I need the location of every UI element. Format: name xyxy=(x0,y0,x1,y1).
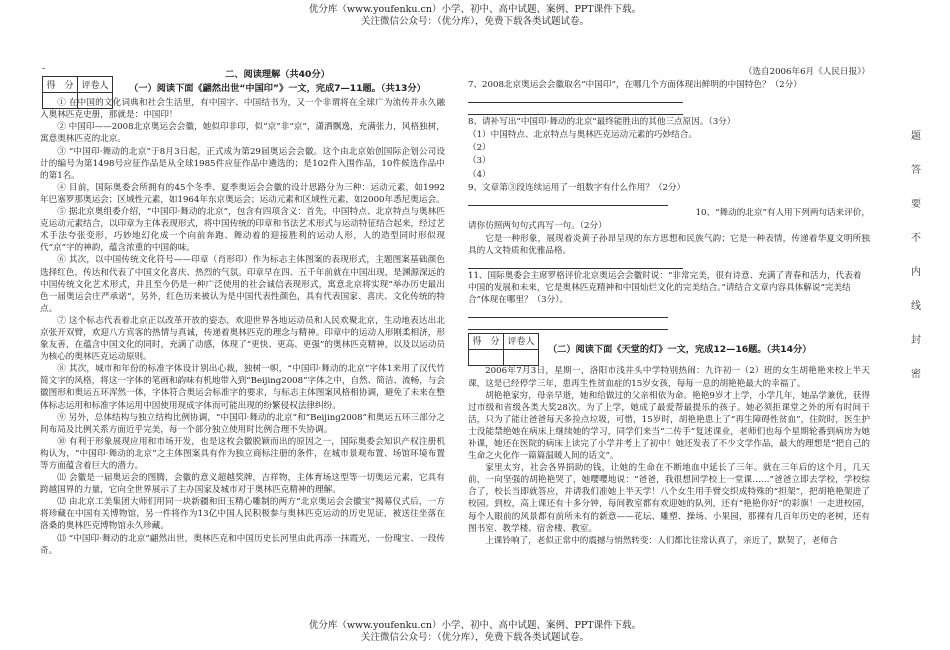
part2-title: （二）阅读下面《天堂的灯》一文，完成12—16题。（共14分） xyxy=(548,344,812,356)
paragraph-7: ⑦ 这个标志代表着北京正以改革开放的姿态，欢迎世界各地运动员和人民欢聚北京，生动地表达出北京张开双臂，欢迎八方宾客的热情与真诚，传递着奥林匹克的理念与精神。印章中的运动人形刚柔相济，形象友善，在蕴含中国文化的同时，充满了动感，体现了“更快、更高、更强”的奥林匹克精神，以及以运动员为核心的奥林匹克运动原则。 xyxy=(40,315,445,363)
question-10b: 请你仿照两句句式再写一句。（2分） xyxy=(468,220,607,231)
answer-line-9[interactable] xyxy=(468,195,668,206)
grader-cell-2[interactable] xyxy=(504,350,539,366)
answer-line-7b[interactable] xyxy=(468,104,683,115)
answer-line-11b[interactable] xyxy=(468,319,668,330)
score-label: 得 分 xyxy=(43,77,78,93)
story-paragraph-4: 上课铃响了，老似正常中的震撼与悄然转变：人们都比往常认真了，亲近了，默契了，老师合 xyxy=(485,535,838,546)
q8-item-1: （1）中国特点、北京特点与奥林匹克运动元素的巧妙结合。 xyxy=(468,130,697,141)
paragraph-4: ④ 目前，国际奥委会所拥有的45个冬季、夏季奥运会会徽的设计思路分为三种：运动元素，如1992年巴塞罗那奥运会；区域性元素，如1964年东京奥运会；运动元素和区域性元素，如2000年悉尼奥运会。 xyxy=(40,182,445,205)
paragraph-12: ⑿ 由北京工美集团大师们用同一块新疆和田玉精心雕制的两方“北京奥运会会徽宝”揭幕仪式后，一方将珍藏在中国有关博物馆，另一件将作为13亿中国人民积极参与奥林匹克运动的历史见证，被送往坐落在洛桑的奥林匹克博物馆永久珍藏。 xyxy=(40,497,445,532)
part1-title: （一）阅读下面《翩然出世“中国印”》一文，完成7—11题。（共13分） xyxy=(129,83,426,95)
story-paragraph-3: 家里太穷，社会各界捐助的钱，让她的生命在不断地血中延长了三年。就在三年后的这个月，几天前，一向坚强的胡艳艳哭了，她嘤嘤地说：“爸爸，我很想回学校上一堂课……”爸爸立即去学校，学校综合了，校长当即就答应，并请我们准她上半天学！八个女生用手臂交织成特殊的“担架”，把胡艳艳架进了校园。到校，高上课还有十多分钟，每间教室都有欢迎她的队列，还有“艳艳你好”的彩旗！一走进校园，每个人眼前的风景都有前所未有的新意——花坛、雕塑、操场、小果园，那裸有几百年历史的老树，还有图书室、教学楼、宿舍楼、教室。 xyxy=(468,463,870,534)
paragraph-1: ① 在中国的文化词典和社会生活里，有中国字、中国结书为，又一个非谓将在全球广为流传并永久融入奥林匹克史册，那就是：中国印！ xyxy=(40,98,445,121)
left-column xyxy=(40,68,445,557)
q8-item-2: （2） xyxy=(468,143,491,154)
question-10-quote: 它是一种形象，展现着炎黄子孙昂呈现的东方思想和民族气韵；它是一种表情，传递着华夏文明所独具的人文特质和优雅品格。 xyxy=(468,233,870,257)
paragraph-8: ⑧ 其次，城市和年份的标准字体设计别出心裁，独树一帜，“中国印·舞动的北京”字体1来用了汉代竹简文字的风格，将这一字体的笔画和韵味有机地带入到“Beijing2008”字体之中，自然、简洁、流畅，与会徽图形和奥运五环浑然一体，字体符合奥运会标准字的要求，与标志主体图案风格相协调，避免了未来在整体标志运用和标准字体运用中因使用现成字体而可能出现的纷繁侵权法律纠纷。 xyxy=(40,364,446,411)
q8-item-4: （4） xyxy=(468,169,491,180)
question-8: 8、请补写出“中国印·舞动的北京”最终能胜出的其他三点原因。（3分） xyxy=(468,117,736,128)
seal-char: 题 xyxy=(911,131,921,142)
grader-label-2: 评卷人 xyxy=(504,334,539,350)
grader-label: 评卷人 xyxy=(78,77,113,93)
q8-item-3: （3） xyxy=(468,156,491,167)
paragraph-10: ⑩ 有利于形象展现应用和市场开发，也是这枚会徽脱颖而出的原因之一，国际奥委会知识产权注册机构认为，“中国印·舞动的北京”之主体图案具有作为独立商标注册的条件，在城市景观布置、场馆环境布置等方面蕴含着巨大的潜力。 xyxy=(40,436,445,471)
answer-line-11a[interactable] xyxy=(468,307,668,318)
seal-char: 要 xyxy=(911,199,921,210)
seal-char: 封 xyxy=(911,335,921,346)
source-note: （选自2006年6月《人民日报》） xyxy=(743,67,870,77)
paragraph-2: ② 中国印——2008北京奥运会会徽，她似印非印，似“京”非“京”，潇洒飘逸，充满张力，风格独树，寓意奥林匹克的北京。 xyxy=(40,122,445,145)
question-9: 9、文章第③段连续运用了一组数字有什么作用？（2分） xyxy=(468,182,686,193)
paragraph-11: ⑾ 会徽是一届奥运会的图腾，会徽的意义超越奖牌，吉祥物，主体育场这型等一切奥运元素，它具有跨越国界的力量，它向全世界展示了主办国家及城市对于奥林匹克精神的理解。 xyxy=(40,473,445,496)
corner-mark: - xyxy=(42,64,46,74)
seal-line-notice xyxy=(908,130,924,402)
score-box-2 xyxy=(468,333,539,366)
paragraph-6: ⑥ 其次，以中国传统文化符号——印章（肖形印）作为标志主体图案的表现形式，主题图案基础颜色选择红色，传达和代表了中国文化喜庆、热烈的气氛。印章早在四、五千年前就在中国出现，是渊源深远的中国传统文化艺术形式，并且至今仍是一种广泛使用的社会诚信表现形式，寓意北京将实现“举办历史最出色一届奥运会庄严承诺”，另外，红色历来被认为是中国代表性颜色，具有代表国家、喜庆、文化传统的特点。 xyxy=(40,255,445,314)
paragraph-13: ⒀ “中国印·舞动的北京”翩然出世，奥林匹克和中国历史长河里由此再添一抹霞光，一份瑰宝、一段传奇。 xyxy=(40,533,445,556)
paragraph-3: ③ “中国印·舞动的北京”于8月3日起，正式成为第29届奥运会会徽。这个由北京始创国际企划公司设计的编号为第1498号应征作品是从全球1985件应征作品中遴选的；是102件入围作品，10件候选作品中的第1名。 xyxy=(40,146,445,181)
seal-char: 线 xyxy=(911,301,921,312)
footer-line-2: 关注微信公众号：（优分库），免费下载各类试题试卷。 xyxy=(360,632,589,643)
seal-char: 密 xyxy=(911,369,921,380)
story-paragraph-1: 2006年7月3日，星期一，洛阳市浅井头中学特别热闹：九许初一（2）班的女生胡艳艳来校上半天课，这是已经停学三年，患再生性贫血症的15岁女孩，每每一息的胡艳艳最大的幸福了。 xyxy=(468,366,870,389)
story-paragraph-2: 胡艳艳家穷，母亲早逝，她和给做过的父亲相依为命。艳艳9岁才上学，小学几年，她品学兼优，获得过市级和省级各类大奖28次。为了上学，她成了最爱帮最提乐的孩子。她必须拒课堂之外的所有时间干活，只为了能让爸爸每天多捡点垃圾，可惜，15岁时，胡艳艳患上了“再生障碍性贫血”，住院时，医生护士没能禁绝她在病床上继续她的学习，同学们来当“二传手”复述课业，老师们也每个星期轮番到病房为她补课，她还在医院的病床上读完了小学并考上了初中！她还发表了不少文学作品，最大的理想是“把自己的生命之火化作一篇篇温暖人间的话文”。 xyxy=(468,390,870,462)
answer-line-7a[interactable] xyxy=(468,92,683,103)
section-title: 二、阅读理解（共40分） xyxy=(225,69,330,80)
seal-char: 答 xyxy=(911,165,921,176)
page-footer xyxy=(0,620,950,644)
score-cell-2[interactable] xyxy=(469,350,504,366)
question-10a: 10、“舞动的北京”有人用下列两句话来评价， xyxy=(695,207,870,218)
question-11: 11、国际奥委会主席罗格评价北京奥运会会徽时说：“非常完美，很有诗意、充满了青春和活力，代表着中国的发展和未来，它是奥林匹克精神和中国灿烂文化的完美结合。”请结合文章内容具体解说“完美结合”体现在哪里？（3分）。 xyxy=(468,271,862,306)
score-label-2: 得 分 xyxy=(469,334,504,350)
footer-line-1: 优分库（www.youfenku.cn）小学、初中、高中试题、案例、PPT课件下载。 xyxy=(308,620,642,631)
right-column xyxy=(468,66,870,547)
seal-char: 内 xyxy=(911,267,921,278)
page-header xyxy=(0,4,950,28)
paragraph-9: ⑨ 另外，总体结构与独立结构比例协调，“中国印·舞动的北京”和“Beijing2008”和奥运五环三部分之间布局及比例关系方面近乎完美，每一个部分独立使用时比例合理不失协调。 xyxy=(40,412,445,435)
paragraph-5: ⑤ 据北京奥组委介绍，“中国印·舞动的北京”，包含有四项含义：首先，中国特点、北京特点与奥林匹克运动元素结合，以印章为主体表现形式，将中国传统的印章和书法艺术形式与运动特征结合起来，经过艺术手法夸张变形，巧妙地幻化成一个向前奔跑、舞动着的迎接胜利的运动人形，人的造型同时形似现代“京”字的神韵，蕴含浓重的中国韵味。 xyxy=(40,207,445,254)
answer-line-10[interactable] xyxy=(468,258,683,269)
question-7: 7、2008北京奥运会会徽取名“中国印”，在哪几个方面体现出鲜明的中国特色？（2分） xyxy=(468,80,802,91)
header-line-2: 关注微信公众号：（优分库），免费下载各类试题试卷。 xyxy=(360,16,589,27)
seal-char: 不 xyxy=(911,233,921,244)
header-line-1: 优分库（www.youfenku.cn）小学、初中、高中试题、案例、PPT课件下载。 xyxy=(308,4,642,15)
